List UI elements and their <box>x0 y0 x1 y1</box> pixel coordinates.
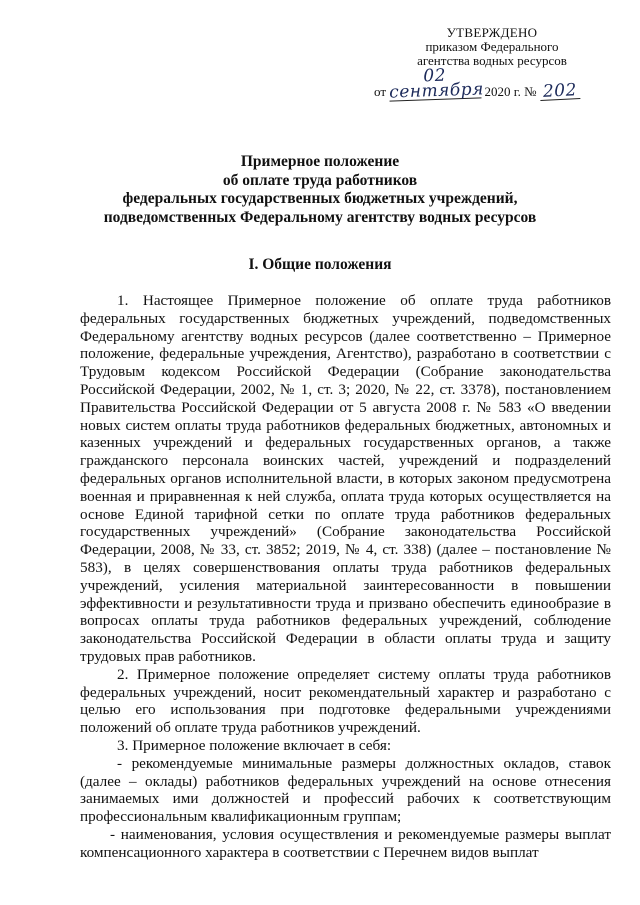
paragraph-1: 1. Настоящее Примерное положение об оплате труда работников федеральных государственных бюджетных учреждений, подведомственных Федеральному агентству водных ресурсов (далее соответственно – Примерное положение, федеральные учреждения, Агентство), разработано в соответствии с Трудовым кодексом Российской Федерации (Собрание законодательства Российской Федерации, 2002, № 1, ст. 3; 2020, № 22, ст. 3378), постановлением Правительства Российской Федерации от 5 августа 2008 г. № 583 «О введении новых систем оплаты труда работников федеральных бюджетных, автономных и казенных учреждений и федеральных государственных органов, а также гражданского персонала воинских частей, учреждений и подразделений федеральных органов исполнительной власти, в которых законом предусмотрена военная и приравненная к ней служба, оплата труда которых осуществляется на основе Единой тарифной сетки по оплате труда работников федеральных государственных учреждений» (Собрание законодательства Российской Федерации, 2008, № 33, ст. 3852; 2019, № 4, ст. 338) (далее – постановление № 583), в целях совершенствования оплаты труда работников федеральных учреждений, усиления материальной заинтересованности в повышении эффективности и результативности труда и призвано обеспечить единообразие в вопросах оплаты труда работников федеральных учреждений, соблюдение законодательства Российской Федерации в области оплаты труда и защиту трудовых прав работников. <box>80 292 611 665</box>
title-line-2: об оплате труда работников <box>222 171 418 189</box>
year-and-number-label: 2020 г. № <box>484 84 537 99</box>
section-heading: I. Общие положения <box>248 256 392 273</box>
handwritten-order-number: 202 <box>539 83 580 101</box>
title-line-4: подведомственных Федеральному агентству водных ресурсов <box>103 208 537 226</box>
handwritten-date: 02 сентября <box>389 65 485 103</box>
approval-stamp-block <box>372 25 612 103</box>
approval-order-line: приказом Федерального <box>425 39 559 54</box>
paragraph-3: 3. Примерное положение включает в себя: <box>117 736 392 754</box>
list-item-salaries: - рекомендуемые минимальные размеры должностных окладов, ставок (далее – оклады) работников федеральных учреждений на основе отнесения занимаемых ими должностей и профессий рабочих к соответствующим профессиональным квалификационным группам; <box>80 754 611 826</box>
paragraph-2: 2. Примерное положение определяет систему оплаты труда работников федеральных учреждений, носит рекомендательный характер и разработано с целью его использования при подготовке федеральными учреждениями положений об оплате труда работников учреждений. <box>80 665 611 737</box>
list-item-compensation: - наименования, условия осуществления и рекомендуемые размеры выплат компенсационного характера в соответствии с Перечнем видов выплат <box>80 825 611 861</box>
document-body <box>80 292 611 862</box>
document-title <box>80 153 560 227</box>
approval-heading: УТВЕРЖДЕНО <box>446 25 538 40</box>
approval-date-line <box>372 65 612 103</box>
approval-agency-line: агентства водных ресурсов <box>417 53 567 68</box>
title-line-1: Примерное положение <box>240 153 400 170</box>
title-line-3: федеральных государственных бюджетных учреждений, <box>122 190 518 207</box>
date-prefix: от <box>374 84 387 99</box>
